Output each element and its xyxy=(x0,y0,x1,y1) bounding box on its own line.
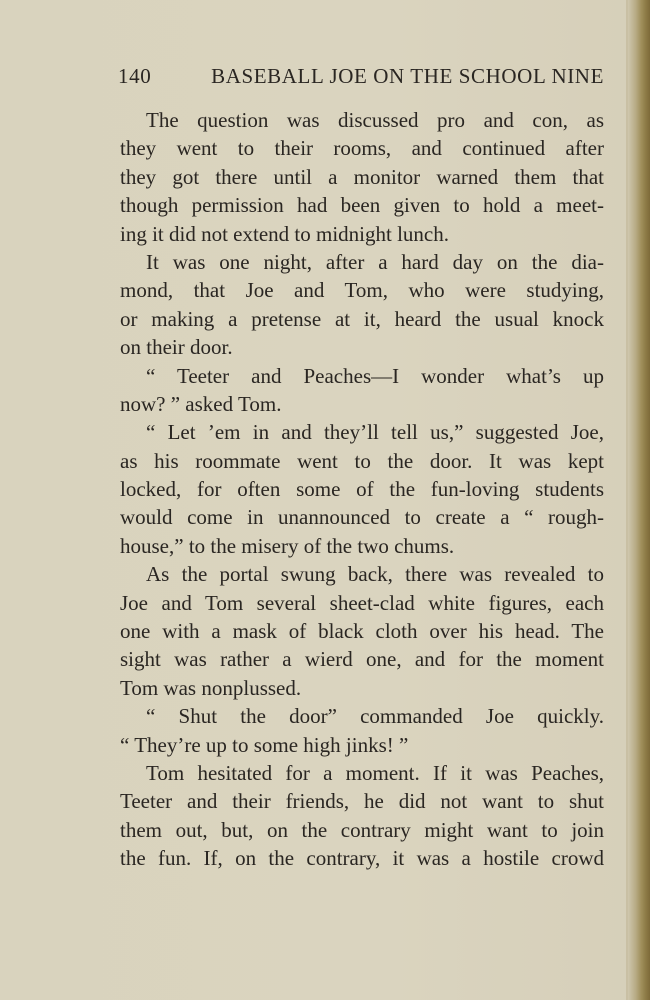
text-line: though permission had been given to hold a meet- xyxy=(120,193,604,218)
page-number: 140 xyxy=(118,64,152,88)
text-line: mond, that Joe and Tom, who were studying, xyxy=(120,278,604,303)
text-line: Tom was nonplussed. xyxy=(120,675,302,700)
text-line: the fun. If, on the contrary, it was a hostile crowd xyxy=(120,846,604,871)
text-line: “ Teeter and Peaches—I wonder what’s up xyxy=(146,363,604,388)
text-line: Tom hesitated for a moment. If it was Peaches, xyxy=(146,760,604,785)
text-line: they got there until a monitor warned them that xyxy=(120,164,604,189)
text-line: “ Shut the door” commanded Joe quickly. xyxy=(146,704,604,729)
text-line: Joe and Tom several sheet-clad white figures, each xyxy=(120,590,604,615)
running-title: BASEBALL JOE ON THE SCHOOL NINE xyxy=(211,64,604,88)
running-head xyxy=(118,64,604,89)
text-line: “ Let ’em in and they’ll tell us,” suggested Joe, xyxy=(146,420,604,445)
paragraph xyxy=(120,418,604,560)
text-line: Teeter and their friends, he did not want to shut xyxy=(120,789,604,814)
book-spine-edge xyxy=(628,0,650,1000)
text-line: would come in unannounced to create a “ rough- xyxy=(120,505,604,530)
text-line: As the portal swung back, there was revealed to xyxy=(146,562,604,587)
paragraph xyxy=(120,106,604,248)
paragraph xyxy=(120,248,604,362)
text-line: sight was rather a wierd one, and for the moment xyxy=(120,647,604,672)
text-line: one with a mask of black cloth over his head. The xyxy=(120,619,604,644)
paragraph xyxy=(120,702,604,759)
body-text xyxy=(120,106,604,873)
text-line: It was one night, after a hard day on the dia- xyxy=(146,249,604,274)
text-line: now? ” asked Tom. xyxy=(120,391,282,416)
paragraph xyxy=(120,759,604,873)
paragraph xyxy=(120,560,604,702)
text-line: or making a pretense at it, heard the usual knock xyxy=(120,306,604,331)
text-line: as his roommate went to the door. It was kept xyxy=(120,448,604,473)
text-line: them out, but, on the contrary might want to join xyxy=(120,817,604,842)
text-line: on their door. xyxy=(120,335,233,360)
paragraph xyxy=(120,362,604,419)
text-line: locked, for often some of the fun-loving students xyxy=(120,477,604,502)
text-line: The question was discussed pro and con, as xyxy=(146,108,604,132)
text-line: house,” to the misery of the two chums. xyxy=(120,533,455,558)
text-line: they went to their rooms, and continued after xyxy=(120,136,604,161)
text-line: “ They’re up to some high jinks! ” xyxy=(120,732,409,757)
text-line: ing it did not extend to midnight lunch. xyxy=(120,221,449,246)
